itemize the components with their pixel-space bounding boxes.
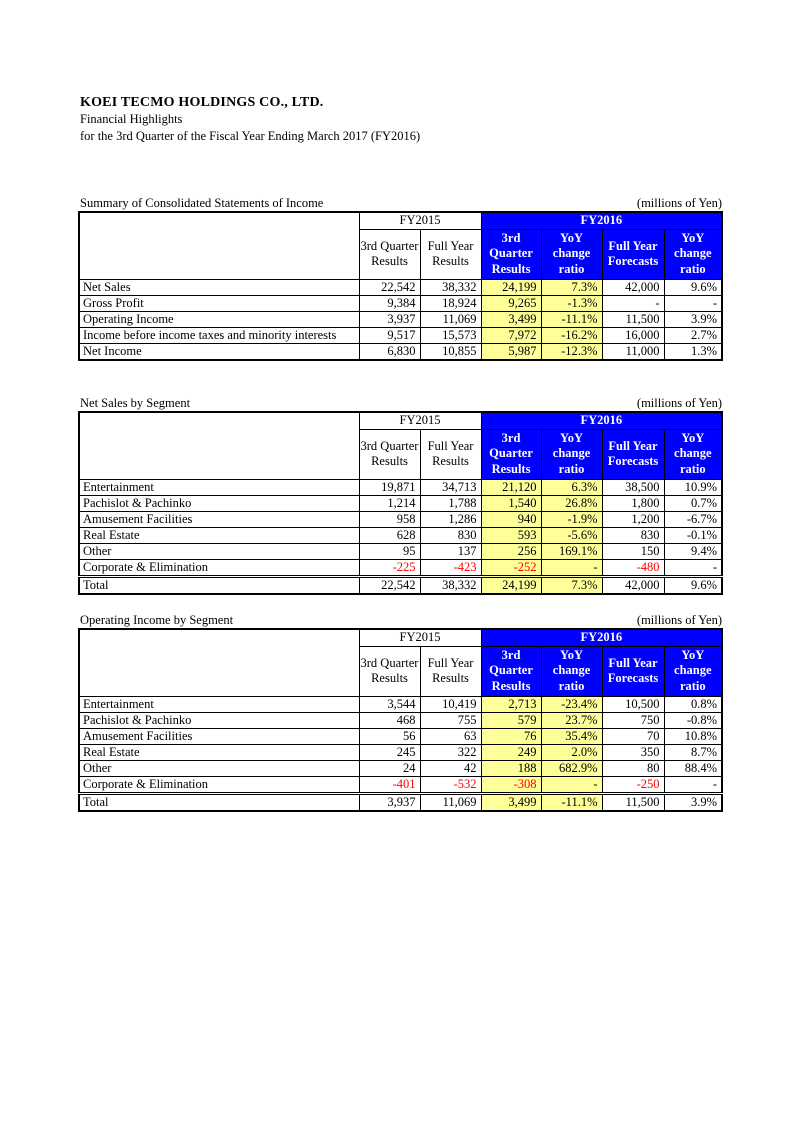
company-name: KOEI TECMO HOLDINGS CO., LTD.: [80, 95, 324, 110]
value-cell: -0.1%: [664, 527, 722, 543]
table-row: [79, 728, 722, 744]
label-column-header: [79, 212, 359, 279]
label-column-header: [79, 629, 359, 696]
value-cell: 1,800: [602, 495, 664, 511]
value-cell: 10,500: [602, 696, 664, 712]
value-cell: 70: [602, 728, 664, 744]
table-total-row: [79, 793, 722, 811]
value-cell: 9,517: [359, 327, 420, 343]
value-cell: -: [602, 295, 664, 311]
table-row: [79, 495, 722, 511]
value-cell: 38,332: [420, 279, 481, 295]
value-cell: 137: [420, 543, 481, 559]
fy2015-full-year-results-header: Full Year Results: [420, 429, 481, 479]
value-cell: 1,214: [359, 495, 420, 511]
row-label: Amusement Facilities: [79, 511, 359, 527]
table-row: [79, 760, 722, 776]
table-caption: [78, 613, 723, 627]
value-cell: 188: [481, 760, 541, 776]
value-cell: 958: [359, 511, 420, 527]
value-cell: -1.9%: [541, 511, 602, 527]
value-cell: -12.3%: [541, 343, 602, 360]
row-label: Other: [79, 543, 359, 559]
value-cell: 593: [481, 527, 541, 543]
value-cell: 2.0%: [541, 744, 602, 760]
value-cell: 169.1%: [541, 543, 602, 559]
value-cell: 95: [359, 543, 420, 559]
value-cell: -401: [359, 776, 420, 793]
row-label: Entertainment: [79, 696, 359, 712]
net-sales-by-segment-table: [78, 411, 723, 595]
value-cell: -532: [420, 776, 481, 793]
table-row: [79, 327, 722, 343]
value-cell: 3,499: [481, 311, 541, 327]
value-cell: 22,542: [359, 279, 420, 295]
document-header: [80, 94, 420, 145]
value-cell: 80: [602, 760, 664, 776]
value-cell: 830: [420, 527, 481, 543]
value-cell: 9,265: [481, 295, 541, 311]
value-cell: -423: [420, 559, 481, 576]
table-row: [79, 279, 722, 295]
value-cell: -23.4%: [541, 696, 602, 712]
row-label: Total: [79, 793, 359, 811]
fy2016-header: FY2016: [481, 212, 722, 229]
fy2015-header: FY2015: [359, 629, 481, 646]
value-cell: 468: [359, 712, 420, 728]
value-cell: 26.8%: [541, 495, 602, 511]
table-row: [79, 712, 722, 728]
value-cell: 750: [602, 712, 664, 728]
value-cell: 3,544: [359, 696, 420, 712]
value-cell: 3.9%: [664, 311, 722, 327]
year-header-row: [79, 412, 722, 429]
table-title: Operating Income by Segment: [80, 613, 234, 627]
fy2016-q3-results-header: 3rd Quarter Results: [481, 229, 541, 279]
value-cell: 0.8%: [664, 696, 722, 712]
value-cell: 1,788: [420, 495, 481, 511]
value-cell: -225: [359, 559, 420, 576]
value-cell: 11,069: [420, 793, 481, 811]
table-row: [79, 559, 722, 576]
value-cell: 245: [359, 744, 420, 760]
row-label: Net Income: [79, 343, 359, 360]
year-header-row: [79, 212, 722, 229]
value-cell: -252: [481, 559, 541, 576]
value-cell: 11,500: [602, 793, 664, 811]
value-cell: 9.6%: [664, 279, 722, 295]
value-cell: 10,855: [420, 343, 481, 360]
table-row: [79, 343, 722, 360]
net-sales-by-segment-section: [78, 396, 723, 595]
row-label: Corporate & Elimination: [79, 559, 359, 576]
fy2015-header: FY2015: [359, 412, 481, 429]
value-cell: 7.3%: [541, 576, 602, 594]
value-cell: -0.8%: [664, 712, 722, 728]
fy2015-q3-results-header: 3rd Quarter Results: [359, 229, 420, 279]
value-cell: 34,713: [420, 479, 481, 495]
value-cell: 10,419: [420, 696, 481, 712]
value-cell: 38,500: [602, 479, 664, 495]
value-cell: 15,573: [420, 327, 481, 343]
value-cell: -: [664, 776, 722, 793]
value-cell: -11.1%: [541, 793, 602, 811]
value-cell: 9.4%: [664, 543, 722, 559]
income-summary-section: [78, 196, 723, 361]
value-cell: -1.3%: [541, 295, 602, 311]
value-cell: -11.1%: [541, 311, 602, 327]
row-label: Pachislot & Pachinko: [79, 495, 359, 511]
value-cell: 579: [481, 712, 541, 728]
value-cell: 322: [420, 744, 481, 760]
value-cell: 76: [481, 728, 541, 744]
fy2016-full-year-forecasts-header: Full Year Forecasts: [602, 646, 664, 696]
value-cell: 6,830: [359, 343, 420, 360]
value-cell: 1,540: [481, 495, 541, 511]
row-label: Amusement Facilities: [79, 728, 359, 744]
value-cell: 7.3%: [541, 279, 602, 295]
value-cell: 2.7%: [664, 327, 722, 343]
fy2016-q3-results-header: 3rd Quarter Results: [481, 646, 541, 696]
value-cell: 249: [481, 744, 541, 760]
fy2016-yoy-change-header: YoY change ratio: [541, 429, 602, 479]
value-cell: 6.3%: [541, 479, 602, 495]
fy2015-q3-results-header: 3rd Quarter Results: [359, 429, 420, 479]
value-cell: 24,199: [481, 576, 541, 594]
value-cell: 3,937: [359, 311, 420, 327]
value-cell: 56: [359, 728, 420, 744]
value-cell: 256: [481, 543, 541, 559]
table-title: Summary of Consolidated Statements of Income: [80, 196, 324, 210]
value-cell: 11,000: [602, 343, 664, 360]
table-row: [79, 295, 722, 311]
value-cell: 350: [602, 744, 664, 760]
value-cell: 10.9%: [664, 479, 722, 495]
value-cell: 1.3%: [664, 343, 722, 360]
value-cell: 3.9%: [664, 793, 722, 811]
label-column-header: [79, 412, 359, 479]
row-label: Real Estate: [79, 744, 359, 760]
value-cell: 0.7%: [664, 495, 722, 511]
row-label: Gross Profit: [79, 295, 359, 311]
row-label: Net Sales: [79, 279, 359, 295]
document-period-line: for the 3rd Quarter of the Fiscal Year Ending March 2017 (FY2016): [80, 129, 421, 143]
document-subtitle: Financial Highlights: [80, 112, 183, 126]
value-cell: 2,713: [481, 696, 541, 712]
fy2016-header: FY2016: [481, 412, 722, 429]
value-cell: 628: [359, 527, 420, 543]
table-unit-note: (millions of Yen): [636, 196, 722, 210]
table-row: [79, 511, 722, 527]
value-cell: 9,384: [359, 295, 420, 311]
fy2016-yoy-change-header: YoY change ratio: [541, 229, 602, 279]
value-cell: -6.7%: [664, 511, 722, 527]
value-cell: 682.9%: [541, 760, 602, 776]
fy2016-q3-results-header: 3rd Quarter Results: [481, 429, 541, 479]
fy2016-forecast-yoy-change-header: YoY change ratio: [664, 429, 722, 479]
value-cell: -308: [481, 776, 541, 793]
value-cell: 22,542: [359, 576, 420, 594]
value-cell: 88.4%: [664, 760, 722, 776]
value-cell: -5.6%: [541, 527, 602, 543]
value-cell: 8.7%: [664, 744, 722, 760]
table-row: [79, 479, 722, 495]
income-summary-table: [78, 211, 723, 361]
row-label: Real Estate: [79, 527, 359, 543]
value-cell: 18,924: [420, 295, 481, 311]
value-cell: 38,332: [420, 576, 481, 594]
table-caption: [78, 396, 723, 410]
value-cell: -250: [602, 776, 664, 793]
value-cell: 5,987: [481, 343, 541, 360]
row-label: Operating Income: [79, 311, 359, 327]
row-label: Corporate & Elimination: [79, 776, 359, 793]
row-label: Other: [79, 760, 359, 776]
year-header-row: [79, 629, 722, 646]
fy2016-forecast-yoy-change-header: YoY change ratio: [664, 646, 722, 696]
table-row: [79, 311, 722, 327]
fy2016-header: FY2016: [481, 629, 722, 646]
fy2015-full-year-results-header: Full Year Results: [420, 646, 481, 696]
value-cell: 63: [420, 728, 481, 744]
table-unit-note: (millions of Yen): [636, 396, 722, 410]
table-total-row: [79, 576, 722, 594]
value-cell: 10.8%: [664, 728, 722, 744]
value-cell: 150: [602, 543, 664, 559]
value-cell: 7,972: [481, 327, 541, 343]
value-cell: 21,120: [481, 479, 541, 495]
value-cell: 9.6%: [664, 576, 722, 594]
row-label: Total: [79, 576, 359, 594]
value-cell: 1,286: [420, 511, 481, 527]
table-row: [79, 776, 722, 793]
table-row: [79, 744, 722, 760]
row-label: Income before income taxes and minority interests: [79, 327, 359, 343]
table-row: [79, 696, 722, 712]
value-cell: -: [664, 559, 722, 576]
value-cell: 24: [359, 760, 420, 776]
fy2016-full-year-forecasts-header: Full Year Forecasts: [602, 429, 664, 479]
value-cell: -: [541, 559, 602, 576]
value-cell: 1,200: [602, 511, 664, 527]
operating-income-by-segment-table: [78, 628, 723, 812]
operating-income-by-segment-section: [78, 613, 723, 812]
value-cell: 42,000: [602, 279, 664, 295]
fy2016-full-year-forecasts-header: Full Year Forecasts: [602, 229, 664, 279]
value-cell: 42,000: [602, 576, 664, 594]
value-cell: 3,499: [481, 793, 541, 811]
value-cell: 16,000: [602, 327, 664, 343]
table-unit-note: (millions of Yen): [636, 613, 722, 627]
value-cell: -: [664, 295, 722, 311]
value-cell: 940: [481, 511, 541, 527]
value-cell: 3,937: [359, 793, 420, 811]
value-cell: 24,199: [481, 279, 541, 295]
table-title: Net Sales by Segment: [80, 396, 191, 410]
value-cell: -: [541, 776, 602, 793]
fy2015-q3-results-header: 3rd Quarter Results: [359, 646, 420, 696]
value-cell: 35.4%: [541, 728, 602, 744]
value-cell: 755: [420, 712, 481, 728]
fy2015-header: FY2015: [359, 212, 481, 229]
row-label: Entertainment: [79, 479, 359, 495]
value-cell: 11,069: [420, 311, 481, 327]
value-cell: 42: [420, 760, 481, 776]
fy2016-forecast-yoy-change-header: YoY change ratio: [664, 229, 722, 279]
row-label: Pachislot & Pachinko: [79, 712, 359, 728]
fy2015-full-year-results-header: Full Year Results: [420, 229, 481, 279]
table-row: [79, 543, 722, 559]
table-caption: [78, 196, 723, 210]
value-cell: 11,500: [602, 311, 664, 327]
value-cell: 19,871: [359, 479, 420, 495]
value-cell: -480: [602, 559, 664, 576]
fy2016-yoy-change-header: YoY change ratio: [541, 646, 602, 696]
table-row: [79, 527, 722, 543]
value-cell: -16.2%: [541, 327, 602, 343]
value-cell: 830: [602, 527, 664, 543]
value-cell: 23.7%: [541, 712, 602, 728]
